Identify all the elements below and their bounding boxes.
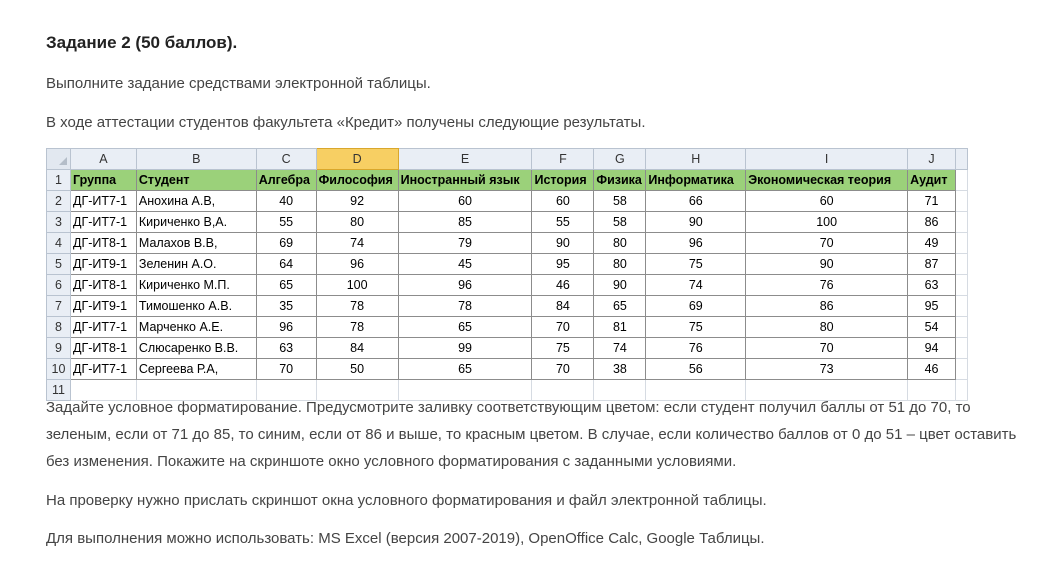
empty-cell[interactable] bbox=[956, 170, 968, 191]
student-cell[interactable]: Кириченко М.П. bbox=[136, 275, 256, 296]
score-cell[interactable]: 58 bbox=[594, 191, 646, 212]
row-number[interactable]: 7 bbox=[47, 296, 71, 317]
header-cell[interactable]: Экономическая теория bbox=[746, 170, 908, 191]
score-cell[interactable]: 60 bbox=[398, 191, 532, 212]
score-cell[interactable]: 94 bbox=[908, 338, 956, 359]
header-cell[interactable]: Группа bbox=[70, 170, 136, 191]
student-cell[interactable]: Слюсаренко В.В. bbox=[136, 338, 256, 359]
score-cell[interactable]: 60 bbox=[532, 191, 594, 212]
student-cell[interactable]: Кириченко В,А. bbox=[136, 212, 256, 233]
score-cell[interactable]: 65 bbox=[256, 275, 316, 296]
score-cell[interactable]: 85 bbox=[398, 212, 532, 233]
instruction-paragraph: Выполните задание средствами электронной таблицы. bbox=[46, 75, 431, 92]
score-cell[interactable]: 46 bbox=[908, 359, 956, 380]
row-number[interactable]: 9 bbox=[47, 338, 71, 359]
column-header-f[interactable]: F bbox=[532, 149, 594, 170]
student-cell[interactable]: Сергеева Р.А, bbox=[136, 359, 256, 380]
column-header-i[interactable]: I bbox=[746, 149, 908, 170]
score-cell[interactable]: 80 bbox=[594, 254, 646, 275]
row-number[interactable]: 4 bbox=[47, 233, 71, 254]
score-cell[interactable]: 58 bbox=[594, 212, 646, 233]
score-cell[interactable]: 96 bbox=[398, 275, 532, 296]
tools-paragraph: Для выполнения можно использовать: MS Excel (версия 2007-2019), OpenOffice Calc, Google Таблицы. bbox=[46, 530, 765, 547]
score-cell[interactable]: 79 bbox=[398, 233, 532, 254]
score-cell[interactable]: 78 bbox=[398, 296, 532, 317]
group-cell[interactable]: ДГ-ИТ8-1 bbox=[70, 233, 136, 254]
column-header-c[interactable]: C bbox=[256, 149, 316, 170]
row-number[interactable]: 5 bbox=[47, 254, 71, 275]
row-number[interactable]: 3 bbox=[47, 212, 71, 233]
group-cell[interactable]: ДГ-ИТ7-1 bbox=[70, 317, 136, 338]
empty-cell[interactable] bbox=[956, 359, 968, 380]
empty-cell[interactable] bbox=[956, 317, 968, 338]
score-cell[interactable]: 70 bbox=[256, 359, 316, 380]
score-cell[interactable]: 92 bbox=[316, 191, 398, 212]
spreadsheet-screenshot bbox=[46, 148, 968, 397]
score-cell[interactable]: 84 bbox=[532, 296, 594, 317]
empty-cell[interactable] bbox=[956, 233, 968, 254]
row-number[interactable]: 10 bbox=[47, 359, 71, 380]
score-cell[interactable]: 100 bbox=[316, 275, 398, 296]
score-cell[interactable]: 90 bbox=[594, 275, 646, 296]
score-cell[interactable]: 86 bbox=[908, 212, 956, 233]
score-cell[interactable]: 78 bbox=[316, 317, 398, 338]
header-cell[interactable]: Физика bbox=[594, 170, 646, 191]
student-cell[interactable]: Зеленин А.О. bbox=[136, 254, 256, 275]
table-row bbox=[47, 275, 968, 296]
score-cell[interactable]: 84 bbox=[316, 338, 398, 359]
submission-paragraph: На проверку нужно прислать скриншот окна условного форматирования и файл электронной таблицы. bbox=[46, 492, 767, 509]
score-cell[interactable]: 70 bbox=[532, 359, 594, 380]
score-cell[interactable]: 100 bbox=[746, 212, 908, 233]
column-header-b[interactable]: B bbox=[136, 149, 256, 170]
score-cell[interactable]: 63 bbox=[908, 275, 956, 296]
row-number[interactable]: 1 bbox=[47, 170, 71, 191]
table-row bbox=[47, 254, 968, 275]
header-cell[interactable]: Студент bbox=[136, 170, 256, 191]
score-cell[interactable]: 56 bbox=[646, 359, 746, 380]
column-header-d[interactable]: D bbox=[316, 149, 398, 170]
empty-cell[interactable] bbox=[956, 296, 968, 317]
empty-cell[interactable] bbox=[956, 275, 968, 296]
group-cell[interactable]: ДГ-ИТ7-1 bbox=[70, 212, 136, 233]
group-cell[interactable]: ДГ-ИТ8-1 bbox=[70, 275, 136, 296]
empty-cell[interactable] bbox=[956, 254, 968, 275]
score-cell[interactable]: 96 bbox=[316, 254, 398, 275]
score-cell[interactable]: 46 bbox=[532, 275, 594, 296]
table-row bbox=[47, 359, 968, 380]
select-all-corner[interactable] bbox=[47, 149, 71, 170]
score-cell[interactable]: 87 bbox=[908, 254, 956, 275]
table-row bbox=[47, 233, 968, 254]
score-cell[interactable]: 63 bbox=[256, 338, 316, 359]
score-cell[interactable]: 50 bbox=[316, 359, 398, 380]
row-number[interactable]: 6 bbox=[47, 275, 71, 296]
score-cell[interactable]: 74 bbox=[594, 338, 646, 359]
student-cell[interactable]: Малахов В.В, bbox=[136, 233, 256, 254]
score-cell[interactable]: 45 bbox=[398, 254, 532, 275]
score-cell[interactable]: 74 bbox=[316, 233, 398, 254]
score-cell[interactable]: 70 bbox=[746, 338, 908, 359]
header-cell[interactable]: Аудит bbox=[908, 170, 956, 191]
score-cell[interactable]: 80 bbox=[746, 317, 908, 338]
empty-cell[interactable] bbox=[956, 212, 968, 233]
score-cell[interactable]: 75 bbox=[646, 254, 746, 275]
row-number[interactable]: 8 bbox=[47, 317, 71, 338]
table-row bbox=[47, 212, 968, 233]
column-header-e[interactable]: E bbox=[398, 149, 532, 170]
score-cell[interactable]: 90 bbox=[646, 212, 746, 233]
conditional-formatting-paragraph: Задайте условное форматирование. Предусмотрите заливку соответствующим цветом: если студент получил баллы от 51 до 70, то зеленым, если от 71 до 85, то синим, если от 86 и выше, то красным цветом. В случае, если количество баллов от 0 до 51 – цвет оставить без изменения. Покажите на скриншоте окно условного форматирования с заданными условиями. bbox=[46, 399, 1017, 470]
header-cell[interactable]: Информатика bbox=[646, 170, 746, 191]
student-cell[interactable]: Марченко А.Е. bbox=[136, 317, 256, 338]
student-cell[interactable]: Анохина А.В, bbox=[136, 191, 256, 212]
score-cell[interactable]: 71 bbox=[908, 191, 956, 212]
row-number[interactable]: 2 bbox=[47, 191, 71, 212]
score-cell[interactable]: 96 bbox=[256, 317, 316, 338]
empty-cell[interactable] bbox=[956, 338, 968, 359]
score-cell[interactable]: 95 bbox=[532, 254, 594, 275]
empty-cell[interactable] bbox=[956, 191, 968, 212]
group-cell[interactable]: ДГ-ИТ9-1 bbox=[70, 296, 136, 317]
score-cell[interactable]: 76 bbox=[646, 338, 746, 359]
score-cell[interactable]: 90 bbox=[532, 233, 594, 254]
score-cell[interactable]: 99 bbox=[398, 338, 532, 359]
score-cell[interactable]: 95 bbox=[908, 296, 956, 317]
score-cell[interactable]: 64 bbox=[256, 254, 316, 275]
score-cell[interactable]: 75 bbox=[646, 317, 746, 338]
score-cell[interactable]: 90 bbox=[746, 254, 908, 275]
header-cell[interactable]: Иностранный язык bbox=[398, 170, 532, 191]
score-cell[interactable]: 66 bbox=[646, 191, 746, 212]
group-cell[interactable]: ДГ-ИТ8-1 bbox=[70, 338, 136, 359]
column-header-j[interactable]: J bbox=[908, 149, 956, 170]
table-row bbox=[47, 296, 968, 317]
score-cell[interactable]: 86 bbox=[746, 296, 908, 317]
column-header-a[interactable]: A bbox=[70, 149, 136, 170]
score-cell[interactable]: 96 bbox=[646, 233, 746, 254]
score-cell[interactable]: 80 bbox=[316, 212, 398, 233]
spreadsheet-table bbox=[46, 148, 968, 401]
group-cell[interactable]: ДГ-ИТ9-1 bbox=[70, 254, 136, 275]
header-cell[interactable]: Философия bbox=[316, 170, 398, 191]
score-cell[interactable]: 65 bbox=[398, 317, 532, 338]
score-cell[interactable]: 80 bbox=[594, 233, 646, 254]
score-cell[interactable]: 69 bbox=[646, 296, 746, 317]
score-cell[interactable]: 38 bbox=[594, 359, 646, 380]
score-cell[interactable]: 69 bbox=[256, 233, 316, 254]
group-cell[interactable]: ДГ-ИТ7-1 bbox=[70, 359, 136, 380]
score-cell[interactable]: 35 bbox=[256, 296, 316, 317]
score-cell[interactable]: 70 bbox=[746, 233, 908, 254]
score-cell[interactable]: 40 bbox=[256, 191, 316, 212]
table-row bbox=[47, 191, 968, 212]
results-intro-paragraph: В ходе аттестации студентов факультета «Кредит» получены следующие результаты. bbox=[46, 114, 646, 131]
table-row bbox=[47, 338, 968, 359]
score-cell[interactable]: 81 bbox=[594, 317, 646, 338]
score-cell[interactable]: 49 bbox=[908, 233, 956, 254]
column-header-h[interactable]: H bbox=[646, 149, 746, 170]
column-header-k[interactable] bbox=[956, 149, 968, 170]
score-cell[interactable]: 75 bbox=[532, 338, 594, 359]
score-cell[interactable]: 65 bbox=[398, 359, 532, 380]
table-header-row bbox=[47, 170, 968, 191]
score-cell[interactable]: 74 bbox=[646, 275, 746, 296]
score-cell[interactable]: 54 bbox=[908, 317, 956, 338]
score-cell[interactable]: 65 bbox=[594, 296, 646, 317]
row-number[interactable]: 11 bbox=[47, 380, 71, 401]
score-cell[interactable]: 76 bbox=[746, 275, 908, 296]
score-cell[interactable]: 60 bbox=[746, 191, 908, 212]
task-title: Задание 2 (50 баллов). bbox=[46, 33, 238, 52]
score-cell[interactable]: 73 bbox=[746, 359, 908, 380]
table-row bbox=[47, 317, 968, 338]
column-header-row bbox=[47, 149, 968, 170]
score-cell[interactable]: 55 bbox=[532, 212, 594, 233]
score-cell[interactable]: 70 bbox=[532, 317, 594, 338]
column-header-g[interactable]: G bbox=[594, 149, 646, 170]
student-cell[interactable]: Тимошенко А.В. bbox=[136, 296, 256, 317]
group-cell[interactable]: ДГ-ИТ7-1 bbox=[70, 191, 136, 212]
header-cell[interactable]: Алгебра bbox=[256, 170, 316, 191]
header-cell[interactable]: История bbox=[532, 170, 594, 191]
score-cell[interactable]: 55 bbox=[256, 212, 316, 233]
score-cell[interactable]: 78 bbox=[316, 296, 398, 317]
